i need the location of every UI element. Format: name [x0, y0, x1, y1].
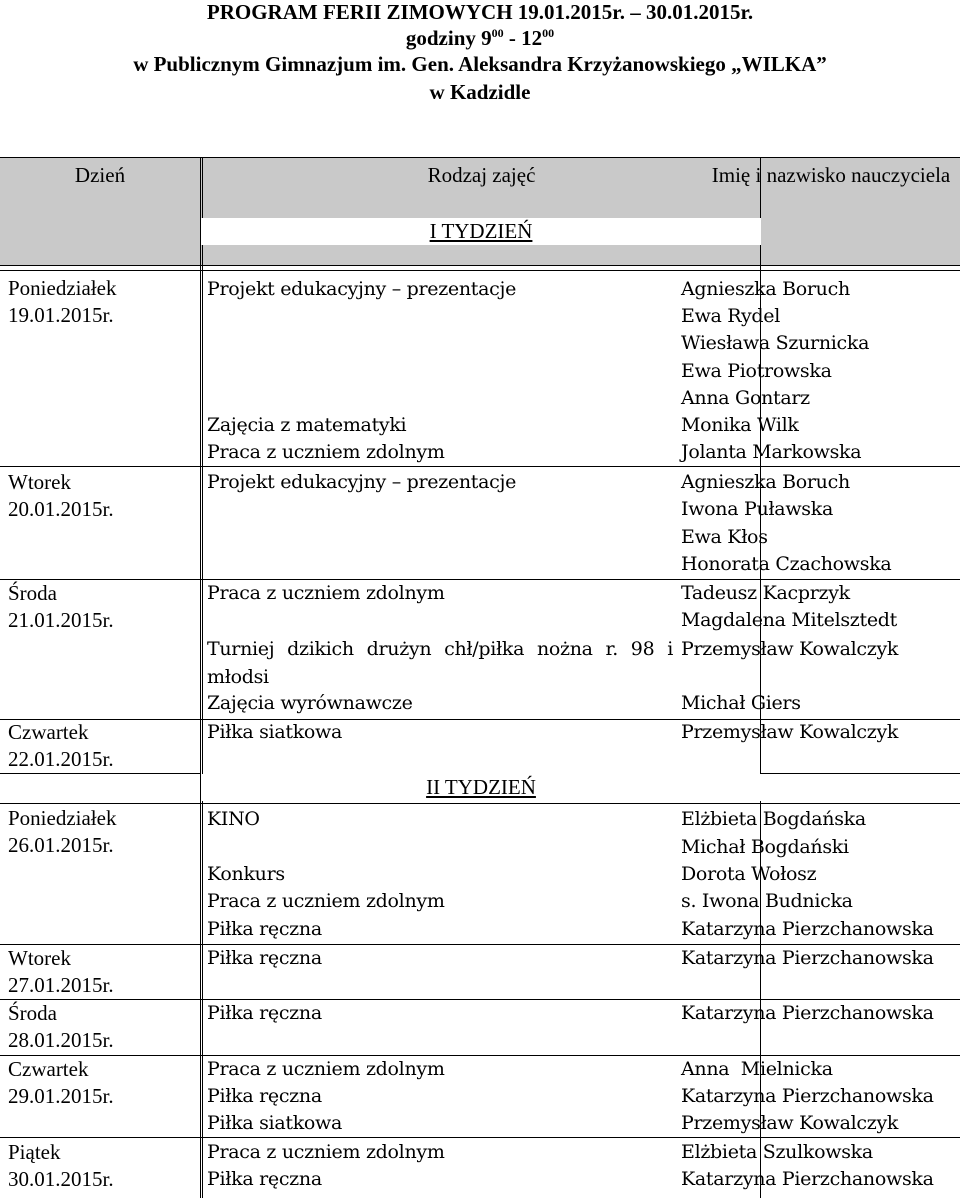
activity: Piłka ręczna	[207, 918, 322, 940]
teacher: Wiesława Szurnicka	[681, 332, 870, 354]
activity: Praca z uczniem zdolnym	[207, 441, 445, 463]
activity: Praca z uczniem zdolnym	[207, 1141, 445, 1163]
teacher: Katarzyna Pierzchanowska	[681, 947, 934, 969]
teacher: Przemysław Kowalczyk	[681, 1112, 899, 1134]
teacher: Dorota Wołosz	[681, 863, 817, 885]
week-1-label: I TYDZIEŃ	[201, 218, 761, 245]
day-date: 20.01.2015r.	[8, 497, 114, 521]
day-date: 29.01.2015r.	[8, 1084, 114, 1108]
activity: Piłka ręczna	[207, 947, 322, 969]
activity: Turniej dzikich drużyn chł/piłka nożna r. 98 i młodsi	[207, 638, 673, 688]
activity: Konkurs	[207, 863, 285, 885]
teacher: Elżbieta Szulkowska	[681, 1141, 873, 1163]
activity: Praca z uczniem zdolnym	[207, 1058, 445, 1080]
teacher: Agnieszka Boruch	[681, 471, 850, 493]
teacher: s. Iwona Budnicka	[681, 890, 853, 912]
teacher: Honorata Czachowska	[681, 553, 892, 575]
teacher: Anna Mielnicka	[681, 1058, 833, 1080]
day-date: 22.01.2015r.	[8, 747, 114, 771]
day-name: Wtorek	[8, 470, 71, 494]
teacher: Ewa Piotrowska	[681, 360, 832, 382]
teacher: Tadeusz Kacprzyk	[681, 582, 850, 604]
day-date: 30.01.2015r.	[8, 1167, 114, 1191]
teacher: Michał Giers	[681, 692, 801, 714]
day-name: Wtorek	[8, 946, 71, 970]
activity: Projekt edukacyjny – prezentacje	[207, 471, 517, 493]
activity: Piłka ręczna	[207, 1085, 322, 1107]
day-name: Środa	[8, 581, 57, 605]
week-2-label: II TYDZIEŃ	[201, 774, 761, 801]
document-title: PROGRAM FERII ZIMOWYCH 19.01.2015r. – 30.01.2015r.	[206, 0, 754, 24]
teacher: Monika Wilk	[681, 414, 799, 436]
activity: Piłka siatkowa	[207, 721, 343, 743]
document-location: w Kadzidle	[429, 80, 531, 104]
activity: Zajęcia wyrównawcze	[207, 692, 413, 714]
teacher: Ewa Kłos	[681, 526, 768, 548]
teacher: Katarzyna Pierzchanowska	[681, 1002, 934, 1024]
teacher: Magdalena Mitelsztedt	[681, 609, 897, 631]
activity: Piłka ręczna	[207, 1168, 322, 1190]
day-date: 19.01.2015r.	[8, 303, 114, 327]
document-hours: godziny $9^{00} - 12^{00}$	[405, 26, 555, 50]
activity: Praca z uczniem zdolnym	[207, 582, 445, 604]
day-date: 26.01.2015r.	[8, 833, 114, 857]
document-school: w Publicznym Gimnazjum im. Gen. Aleksandra Krzyżanowskiego „WILKA”	[133, 52, 827, 76]
day-name: Piątek	[8, 1140, 61, 1164]
activity: Piłka ręczna	[207, 1002, 322, 1024]
teacher: Przemysław Kowalczyk	[681, 638, 899, 660]
day-date: 28.01.2015r.	[8, 1028, 114, 1052]
day-name: Czwartek	[8, 720, 89, 744]
activity: KINO	[207, 808, 260, 830]
teacher: Iwona Puławska	[681, 498, 833, 520]
teacher: Katarzyna Pierzchanowska	[681, 918, 934, 940]
header-day: Dzień	[74, 163, 126, 187]
activity: Projekt edukacyjny – prezentacje	[207, 278, 517, 300]
header-teacher: Imię i nazwisko nauczyciela	[711, 163, 951, 187]
teacher: Ewa Rydel	[681, 305, 780, 327]
teacher: Elżbieta Bogdańska	[681, 808, 866, 830]
day-name: Czwartek	[8, 1057, 89, 1081]
header-activity: Rodzaj zajęć	[427, 163, 536, 187]
activity: Zajęcia z matematyki	[207, 414, 407, 436]
day-date: 27.01.2015r.	[8, 973, 114, 997]
teacher: Anna Gontarz	[681, 387, 810, 409]
day-name: Poniedziałek	[8, 806, 117, 830]
teacher: Katarzyna Pierzchanowska	[681, 1168, 934, 1190]
teacher: Katarzyna Pierzchanowska	[681, 1085, 934, 1107]
teacher: Agnieszka Boruch	[681, 278, 850, 300]
day-name: Środa	[8, 1001, 57, 1025]
day-name: Poniedziałek	[8, 276, 117, 300]
activity: Praca z uczniem zdolnym	[207, 890, 445, 912]
teacher: Jolanta Markowska	[681, 441, 862, 463]
teacher: Michał Bogdański	[681, 836, 849, 858]
day-date: 21.01.2015r.	[8, 608, 114, 632]
teacher: Przemysław Kowalczyk	[681, 721, 899, 743]
activity: Piłka siatkowa	[207, 1112, 343, 1134]
